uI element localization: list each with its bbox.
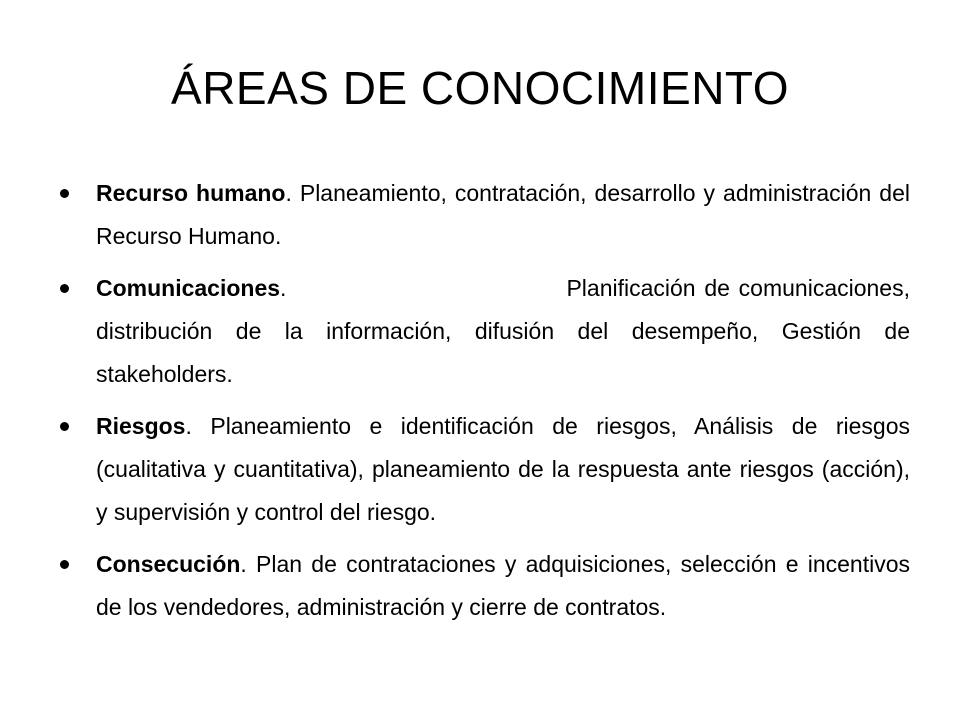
bullet-item-consecucion bbox=[60, 543, 910, 629]
bullet-dot-icon bbox=[60, 284, 69, 293]
bullet-item-comunicaciones bbox=[60, 267, 917, 396]
bullet-text: . Planeamiento, contratación, desarrollo y administración del Recurso Humano. bbox=[96, 180, 910, 249]
bullet-dot-icon bbox=[60, 422, 69, 431]
bullet-term: Comunicaciones bbox=[96, 275, 281, 301]
bullet-text: . Planeamiento e identificación de riesgos, Análisis de riesgos (cualitativa y cuantitativa), planeamiento de la respuesta ante riesgos (acción), y supervisión y control del riesgo. bbox=[96, 413, 910, 525]
bullet-dot-icon bbox=[60, 189, 69, 198]
bullet-term: Consecución bbox=[96, 551, 241, 577]
bullet-dot-icon bbox=[60, 560, 69, 569]
bullet-text: . Planificación de comunicaciones, distribución de la información, difusión del desempeño, Gestión de stakeholders. bbox=[96, 275, 917, 387]
bullet-list bbox=[60, 172, 917, 638]
bullet-item-recurso-humano bbox=[60, 172, 910, 258]
bullet-term: Riesgos bbox=[96, 413, 186, 439]
bullet-item-riesgos bbox=[60, 405, 910, 534]
bullet-term: Recurso humano bbox=[96, 180, 286, 206]
slide-title: ÁREAS DE CONOCIMIENTO bbox=[171, 62, 789, 114]
bullet-text: . Plan de contrataciones y adquisiciones, selección e incentivos de los vendedores, administración y cierre de contratos. bbox=[96, 551, 910, 620]
